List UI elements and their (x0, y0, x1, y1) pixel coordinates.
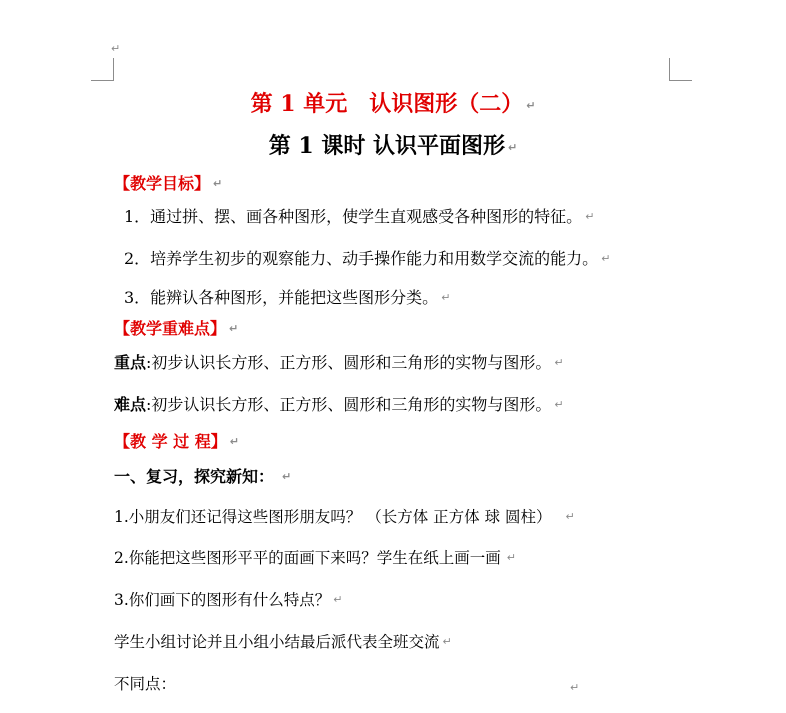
paragraph-mark-icon: ↵ (554, 356, 564, 369)
paragraph-mark-icon: ↵ (526, 99, 536, 112)
goal-item (124, 251, 610, 267)
goal-item (124, 209, 594, 225)
paragraph-mark-icon: ↵ (442, 635, 452, 648)
difficulty-label: 难点 (114, 395, 147, 414)
lesson-title-text: 第 1 课时 认识平面图形 (268, 133, 506, 159)
paragraph-mark-icon: ↵ (229, 322, 239, 335)
goals-heading (114, 176, 222, 192)
paragraph-mark-icon: ↵ (506, 551, 517, 564)
process-item (114, 510, 575, 526)
focus-text: :初步认识长方形、正方形、圆形和三角形的实物与图形。 (146, 353, 552, 372)
paragraph-mark-icon: ↵ (111, 42, 121, 55)
process-item (114, 677, 176, 693)
unit-title (0, 93, 786, 115)
process-step-title (114, 469, 291, 485)
paragraph-mark-icon: ↵ (508, 141, 518, 154)
process-item (114, 635, 452, 651)
difficulty-line (114, 397, 564, 413)
process-step-title-text: 一、复习，探究新知： (114, 467, 275, 486)
goals-heading-text: 【教学目标】 (114, 174, 211, 193)
focus-line (114, 355, 564, 371)
process-heading-text: 【教 学 过 程】 (114, 432, 227, 451)
process-heading (114, 434, 239, 450)
goal-item-text: 1．通过拼、摆、画各种图形，使学生直观感受各种图形的特征。 (124, 207, 583, 226)
paragraph-mark-icon: ↵ (282, 470, 292, 483)
paragraph-mark-icon: ↵ (601, 252, 611, 265)
goal-item (124, 290, 450, 306)
unit-title-text: 第 1 单元 认识图形（二） (250, 91, 524, 117)
paragraph-mark-icon: ↵ (554, 398, 564, 411)
margin-corner-top-right (669, 58, 692, 81)
paragraph-mark-icon: ↵ (213, 177, 223, 190)
process-item-text: 1.小朋友们还记得这些图形朋友吗？ （长方体 正方体 球 圆柱） (114, 508, 552, 526)
paragraph-mark-icon: ↵ (333, 593, 343, 606)
process-item-text: 3.你们画下的图形有什么特点？ (114, 591, 331, 609)
process-item-text: 学生小组讨论并且小组小结最后派代表全班交流 (114, 633, 440, 651)
paragraph-mark-icon: ↵ (565, 510, 575, 523)
paragraph-mark-icon: ↵ (229, 435, 239, 448)
process-item (114, 551, 516, 567)
key-points-heading (114, 321, 238, 337)
process-item-text: 2.你能把这些图形平平的面画下来吗？学生在纸上画一画 (114, 549, 501, 567)
paragraph-mark-icon: ↵ (585, 210, 595, 223)
paragraph-mark-icon: ↵ (570, 681, 580, 694)
margin-corner-top-left (91, 58, 114, 81)
goal-item-text: 3．能辨认各种图形，并能把这些图形分类。 (124, 288, 439, 307)
goal-item-text: 2．培养学生初步的观察能力、动手操作能力和用数学交流的能力。 (124, 249, 599, 268)
difficulty-text: :初步认识长方形、正方形、圆形和三角形的实物与图形。 (146, 395, 552, 414)
lesson-title (0, 135, 786, 157)
key-points-heading-text: 【教学重难点】 (114, 319, 227, 338)
focus-label: 重点 (114, 353, 147, 372)
process-item-text: 不同点： (114, 675, 177, 693)
paragraph-mark-icon: ↵ (441, 291, 451, 304)
process-item (114, 593, 343, 609)
